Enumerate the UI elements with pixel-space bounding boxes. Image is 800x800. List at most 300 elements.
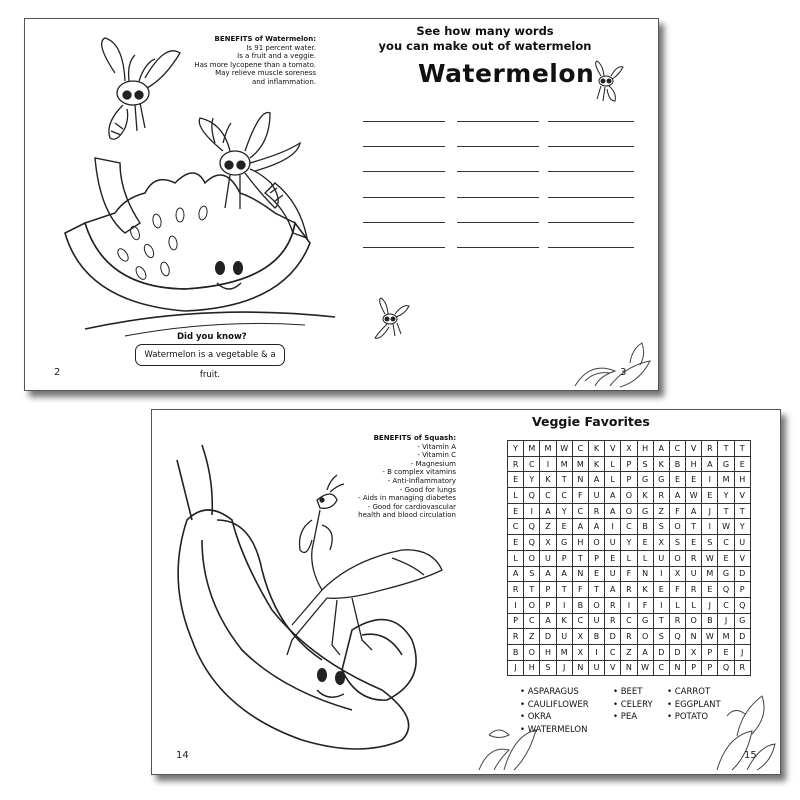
- grid-cell[interactable]: A: [605, 582, 621, 598]
- word-challenge-heading: [355, 24, 615, 54]
- watermelon-spread: [24, 18, 659, 391]
- grid-cell[interactable]: E: [508, 472, 524, 488]
- grid-cell[interactable]: C: [718, 597, 734, 613]
- heading-line-1: See how many words: [416, 24, 554, 38]
- grid-cell[interactable]: C: [572, 503, 588, 519]
- heading-line-2: you can make out of watermelon: [378, 39, 592, 53]
- grid-cell[interactable]: P: [540, 597, 556, 613]
- grid-cell[interactable]: A: [686, 503, 702, 519]
- grid-cell[interactable]: Q: [524, 535, 540, 551]
- grid-cell[interactable]: V: [605, 660, 621, 676]
- grid-cell[interactable]: F: [669, 582, 685, 598]
- answer-line[interactable]: [363, 247, 445, 248]
- grid-cell[interactable]: O: [669, 519, 685, 535]
- bee-icon: [365, 294, 415, 344]
- grid-cell[interactable]: R: [653, 488, 669, 504]
- grid-row: [508, 519, 751, 535]
- grid-cell[interactable]: G: [637, 613, 653, 629]
- grid-cell[interactable]: I: [540, 456, 556, 472]
- grid-cell[interactable]: I: [588, 644, 604, 660]
- grid-cell[interactable]: Q: [524, 519, 540, 535]
- answer-line[interactable]: [548, 222, 634, 223]
- grid-cell[interactable]: G: [637, 503, 653, 519]
- grid-cell[interactable]: T: [556, 582, 572, 598]
- answer-line[interactable]: [363, 146, 445, 147]
- grid-cell[interactable]: C: [669, 441, 685, 457]
- grid-cell[interactable]: K: [588, 441, 604, 457]
- grid-cell[interactable]: R: [508, 456, 524, 472]
- grid-cell[interactable]: S: [653, 519, 669, 535]
- answer-line[interactable]: [363, 197, 445, 198]
- grid-cell[interactable]: J: [702, 597, 718, 613]
- grid-cell[interactable]: F: [572, 488, 588, 504]
- page-number-15: 15: [744, 750, 757, 761]
- grid-row: [508, 472, 751, 488]
- grid-row: [508, 582, 751, 598]
- grid-cell[interactable]: G: [718, 566, 734, 582]
- grid-cell[interactable]: Y: [556, 503, 572, 519]
- grid-cell[interactable]: N: [572, 660, 588, 676]
- grid-cell[interactable]: B: [669, 456, 685, 472]
- squash-benefits: [332, 434, 456, 520]
- watermelon-benefits: [175, 35, 316, 87]
- grid-cell[interactable]: E: [556, 519, 572, 535]
- grid-cell[interactable]: Q: [524, 488, 540, 504]
- benefit-line: Is a fruit and a veggie.: [237, 52, 316, 61]
- grid-cell[interactable]: U: [588, 613, 604, 629]
- grid-cell[interactable]: R: [508, 629, 524, 645]
- grid-row: [508, 613, 751, 629]
- grid-cell[interactable]: H: [734, 472, 750, 488]
- grid-cell[interactable]: A: [588, 519, 604, 535]
- grid-cell[interactable]: Q: [669, 629, 685, 645]
- grid-cell[interactable]: I: [621, 597, 637, 613]
- grid-cell[interactable]: W: [686, 488, 702, 504]
- grid-cell[interactable]: A: [508, 566, 524, 582]
- grid-cell[interactable]: B: [572, 597, 588, 613]
- grid-cell[interactable]: T: [686, 519, 702, 535]
- grid-row: [508, 456, 751, 472]
- grid-cell[interactable]: C: [572, 441, 588, 457]
- word-list-col-2: [613, 686, 653, 724]
- grid-cell[interactable]: R: [686, 582, 702, 598]
- grid-cell[interactable]: A: [540, 566, 556, 582]
- grid-cell[interactable]: L: [637, 550, 653, 566]
- grid-cell[interactable]: F: [637, 597, 653, 613]
- grid-cell[interactable]: E: [718, 550, 734, 566]
- grid-cell[interactable]: W: [718, 519, 734, 535]
- grid-cell[interactable]: Z: [540, 519, 556, 535]
- grid-cell[interactable]: L: [605, 472, 621, 488]
- grid-cell[interactable]: E: [686, 535, 702, 551]
- grid-cell[interactable]: X: [572, 629, 588, 645]
- grid-cell[interactable]: G: [556, 535, 572, 551]
- grid-cell[interactable]: A: [540, 613, 556, 629]
- did-you-know-box: [135, 344, 285, 380]
- grid-cell[interactable]: M: [572, 456, 588, 472]
- grid-cell[interactable]: D: [734, 629, 750, 645]
- grid-cell[interactable]: X: [686, 644, 702, 660]
- grid-cell[interactable]: V: [686, 441, 702, 457]
- grid-cell[interactable]: I: [605, 519, 621, 535]
- grid-cell[interactable]: N: [686, 629, 702, 645]
- benefits-title: BENEFITS of Watermelon:: [214, 35, 316, 43]
- grid-cell[interactable]: U: [605, 535, 621, 551]
- grid-cell[interactable]: Z: [524, 629, 540, 645]
- answer-line[interactable]: [363, 222, 445, 223]
- page-number-14: 14: [176, 750, 189, 761]
- grid-cell[interactable]: A: [702, 456, 718, 472]
- grid-cell[interactable]: T: [588, 582, 604, 598]
- grid-cell[interactable]: C: [508, 519, 524, 535]
- grid-cell[interactable]: U: [734, 535, 750, 551]
- grid-cell[interactable]: C: [540, 488, 556, 504]
- grid-cell[interactable]: K: [588, 456, 604, 472]
- grid-cell[interactable]: R: [605, 613, 621, 629]
- grid-cell[interactable]: F: [572, 582, 588, 598]
- word-search-title: Veggie Favorites: [532, 414, 650, 429]
- grid-cell[interactable]: A: [605, 488, 621, 504]
- grid-cell[interactable]: C: [524, 456, 540, 472]
- grid-cell[interactable]: U: [540, 550, 556, 566]
- grid-cell[interactable]: C: [718, 535, 734, 551]
- grid-cell[interactable]: C: [605, 644, 621, 660]
- grid-cell[interactable]: I: [524, 503, 540, 519]
- answer-line[interactable]: [457, 247, 539, 248]
- grid-cell[interactable]: D: [605, 629, 621, 645]
- answer-line[interactable]: [548, 146, 634, 147]
- grid-cell[interactable]: O: [588, 597, 604, 613]
- grid-cell[interactable]: U: [588, 488, 604, 504]
- grid-cell[interactable]: L: [621, 550, 637, 566]
- grid-cell[interactable]: I: [508, 597, 524, 613]
- grid-cell[interactable]: E: [718, 644, 734, 660]
- grid-cell[interactable]: N: [669, 660, 685, 676]
- grid-cell[interactable]: R: [588, 503, 604, 519]
- grid-cell[interactable]: P: [702, 644, 718, 660]
- grid-cell[interactable]: W: [637, 660, 653, 676]
- grid-cell[interactable]: L: [686, 597, 702, 613]
- answer-line[interactable]: [548, 121, 634, 122]
- grid-cell[interactable]: O: [637, 629, 653, 645]
- grid-cell[interactable]: E: [508, 503, 524, 519]
- grid-cell[interactable]: G: [653, 472, 669, 488]
- grid-cell[interactable]: R: [621, 629, 637, 645]
- grid-cell[interactable]: Q: [734, 597, 750, 613]
- grid-cell[interactable]: Y: [621, 535, 637, 551]
- grid-cell[interactable]: T: [734, 503, 750, 519]
- grid-cell[interactable]: P: [540, 582, 556, 598]
- grid-cell[interactable]: O: [588, 535, 604, 551]
- grid-cell[interactable]: H: [637, 441, 653, 457]
- benefit-line: Has more lycopene than a tomato.: [194, 60, 316, 69]
- grid-cell[interactable]: Z: [653, 503, 669, 519]
- grid-cell[interactable]: S: [540, 660, 556, 676]
- grid-cell[interactable]: V: [734, 488, 750, 504]
- answer-line[interactable]: [363, 171, 445, 172]
- answer-line[interactable]: [457, 197, 539, 198]
- grid-row: [508, 441, 751, 457]
- benefit-line: - Anti-Inflammatory: [387, 476, 456, 485]
- answer-line[interactable]: [457, 146, 539, 147]
- did-you-know-text: Watermelon is a vegetable & a fruit.: [144, 350, 276, 380]
- answer-line[interactable]: [548, 171, 634, 172]
- grid-cell[interactable]: I: [653, 566, 669, 582]
- grid-cell[interactable]: E: [686, 472, 702, 488]
- grid-cell[interactable]: F: [669, 503, 685, 519]
- grid-cell[interactable]: M: [540, 441, 556, 457]
- grid-cell[interactable]: M: [702, 566, 718, 582]
- grid-cell[interactable]: X: [669, 566, 685, 582]
- grid-cell[interactable]: J: [508, 660, 524, 676]
- grid-cell[interactable]: P: [686, 660, 702, 676]
- grid-cell[interactable]: T: [653, 613, 669, 629]
- word-item: • BEET: [613, 686, 653, 699]
- grid-cell[interactable]: N: [621, 660, 637, 676]
- grid-cell[interactable]: G: [637, 472, 653, 488]
- grid-cell[interactable]: B: [588, 629, 604, 645]
- grid-cell[interactable]: R: [621, 582, 637, 598]
- grid-cell[interactable]: E: [637, 535, 653, 551]
- big-word-watermelon: Watermelon: [418, 59, 595, 88]
- grid-cell[interactable]: T: [556, 472, 572, 488]
- grid-cell[interactable]: G: [718, 456, 734, 472]
- grid-cell[interactable]: I: [556, 597, 572, 613]
- grid-row: [508, 488, 751, 504]
- benefit-line: - Aids in managing diabetes: [358, 494, 456, 503]
- grid-cell[interactable]: H: [686, 456, 702, 472]
- grid-cell[interactable]: S: [669, 535, 685, 551]
- grid-cell[interactable]: A: [637, 644, 653, 660]
- grid-cell[interactable]: H: [524, 660, 540, 676]
- grid-row: [508, 597, 751, 613]
- grid-cell[interactable]: P: [621, 472, 637, 488]
- grid-cell[interactable]: Y: [508, 441, 524, 457]
- grid-cell[interactable]: M: [524, 441, 540, 457]
- answer-line[interactable]: [457, 121, 539, 122]
- grid-cell[interactable]: L: [669, 597, 685, 613]
- grid-cell[interactable]: S: [524, 566, 540, 582]
- grid-cell[interactable]: X: [572, 644, 588, 660]
- grid-cell[interactable]: R: [702, 441, 718, 457]
- word-item: • EGGPLANT: [667, 699, 721, 712]
- grid-cell[interactable]: M: [556, 644, 572, 660]
- grid-cell[interactable]: R: [686, 550, 702, 566]
- grid-cell[interactable]: P: [621, 456, 637, 472]
- grid-cell[interactable]: P: [702, 660, 718, 676]
- grid-cell[interactable]: D: [653, 644, 669, 660]
- grid-cell[interactable]: J: [702, 503, 718, 519]
- grid-cell[interactable]: M: [718, 472, 734, 488]
- grid-cell[interactable]: N: [572, 566, 588, 582]
- plant-decoration-icon: [707, 686, 777, 772]
- grid-cell[interactable]: P: [556, 550, 572, 566]
- answer-line[interactable]: [363, 121, 445, 122]
- grid-cell[interactable]: K: [637, 582, 653, 598]
- benefit-line: - Magnesium: [410, 459, 456, 468]
- grid-cell[interactable]: K: [556, 613, 572, 629]
- grid-cell[interactable]: T: [718, 503, 734, 519]
- grid-row: [508, 660, 751, 676]
- grid-cell[interactable]: U: [556, 629, 572, 645]
- grid-cell[interactable]: C: [653, 660, 669, 676]
- grid-cell[interactable]: M: [718, 629, 734, 645]
- grid-cell[interactable]: A: [540, 503, 556, 519]
- grid-cell[interactable]: P: [508, 613, 524, 629]
- grid-cell[interactable]: B: [702, 613, 718, 629]
- grid-row: [508, 566, 751, 582]
- grid-cell[interactable]: Z: [621, 644, 637, 660]
- grid-cell[interactable]: W: [556, 441, 572, 457]
- grid-cell[interactable]: O: [524, 644, 540, 660]
- grid-cell[interactable]: S: [702, 535, 718, 551]
- word-item: • CAULIFLOWER: [520, 699, 589, 712]
- grid-cell[interactable]: I: [702, 519, 718, 535]
- benefit-line: May relieve muscle soreness: [215, 69, 316, 78]
- grid-row: [508, 644, 751, 660]
- grid-cell[interactable]: A: [669, 488, 685, 504]
- grid-row: [508, 503, 751, 519]
- grid-cell[interactable]: H: [540, 644, 556, 660]
- grid-cell[interactable]: L: [605, 456, 621, 472]
- squash-spread: [151, 409, 781, 775]
- grid-cell[interactable]: C: [524, 613, 540, 629]
- grid-cell[interactable]: F: [621, 566, 637, 582]
- grid-cell[interactable]: E: [588, 566, 604, 582]
- grid-cell[interactable]: X: [540, 535, 556, 551]
- grid-cell[interactable]: T: [572, 550, 588, 566]
- benefit-line: Is 91 percent water.: [246, 43, 316, 52]
- benefit-line: - B complex vitamins: [382, 468, 456, 477]
- grid-cell[interactable]: H: [572, 535, 588, 551]
- grid-cell[interactable]: I: [653, 597, 669, 613]
- word-item: • WATERMELON: [520, 724, 589, 737]
- answer-line[interactable]: [457, 222, 539, 223]
- grid-cell[interactable]: N: [637, 566, 653, 582]
- grid-cell[interactable]: D: [669, 644, 685, 660]
- grid-cell[interactable]: E: [702, 582, 718, 598]
- word-item: • ASPARAGUS: [520, 686, 589, 699]
- grid-cell[interactable]: Y: [718, 488, 734, 504]
- grid-cell[interactable]: U: [605, 566, 621, 582]
- grid-cell[interactable]: P: [734, 582, 750, 598]
- grid-row: [508, 535, 751, 551]
- grid-cell[interactable]: T: [734, 441, 750, 457]
- grid-cell[interactable]: A: [653, 441, 669, 457]
- grid-cell[interactable]: R: [669, 613, 685, 629]
- grid-cell[interactable]: R: [734, 660, 750, 676]
- grid-cell[interactable]: C: [621, 613, 637, 629]
- grid-cell[interactable]: U: [588, 660, 604, 676]
- grid-cell[interactable]: E: [669, 472, 685, 488]
- grid-cell[interactable]: O: [524, 597, 540, 613]
- grid-cell[interactable]: M: [556, 456, 572, 472]
- grid-cell[interactable]: E: [605, 550, 621, 566]
- did-you-know-title: Did you know?: [173, 332, 251, 342]
- grid-cell[interactable]: J: [734, 644, 750, 660]
- word-item: • OKRA: [520, 711, 589, 724]
- grid-cell[interactable]: K: [540, 472, 556, 488]
- word-search-grid: [507, 440, 751, 676]
- grid-cell[interactable]: L: [508, 550, 524, 566]
- grid-cell[interactable]: O: [621, 503, 637, 519]
- answer-line[interactable]: [457, 171, 539, 172]
- answer-line[interactable]: [548, 247, 634, 248]
- grid-cell[interactable]: C: [556, 488, 572, 504]
- grid-cell[interactable]: R: [605, 597, 621, 613]
- grid-cell[interactable]: K: [637, 488, 653, 504]
- grid-cell[interactable]: C: [572, 613, 588, 629]
- grid-cell[interactable]: J: [556, 660, 572, 676]
- grid-cell[interactable]: B: [508, 644, 524, 660]
- grid-cell[interactable]: S: [653, 629, 669, 645]
- grid-row: [508, 550, 751, 566]
- grid-cell[interactable]: Y: [734, 519, 750, 535]
- grid-cell[interactable]: J: [718, 613, 734, 629]
- grid-cell[interactable]: S: [637, 456, 653, 472]
- grid-cell[interactable]: W: [702, 629, 718, 645]
- grid-cell[interactable]: I: [702, 472, 718, 488]
- grid-cell[interactable]: A: [556, 566, 572, 582]
- grid-cell[interactable]: D: [540, 629, 556, 645]
- grid-cell[interactable]: X: [621, 441, 637, 457]
- grid-cell[interactable]: O: [686, 613, 702, 629]
- grid-cell[interactable]: N: [572, 472, 588, 488]
- grid-cell[interactable]: A: [572, 519, 588, 535]
- grid-cell[interactable]: T: [718, 441, 734, 457]
- grid-cell[interactable]: U: [686, 566, 702, 582]
- benefit-line: - Vitamin A: [417, 442, 456, 451]
- benefit-line: - Good for lungs: [399, 485, 456, 494]
- answer-line[interactable]: [548, 197, 634, 198]
- grid-cell[interactable]: V: [605, 441, 621, 457]
- grid-cell[interactable]: O: [524, 550, 540, 566]
- grid-cell[interactable]: Y: [524, 472, 540, 488]
- grid-cell[interactable]: E: [734, 456, 750, 472]
- benefit-line: - Vitamin C: [417, 451, 456, 460]
- grid-cell[interactable]: B: [637, 519, 653, 535]
- grid-cell[interactable]: O: [669, 550, 685, 566]
- grid-cell[interactable]: Q: [718, 660, 734, 676]
- word-item: • CARROT: [667, 686, 721, 699]
- grid-cell[interactable]: E: [653, 582, 669, 598]
- grid-cell[interactable]: D: [734, 566, 750, 582]
- grid-cell[interactable]: L: [508, 488, 524, 504]
- grid-cell[interactable]: T: [524, 582, 540, 598]
- grid-cell[interactable]: K: [653, 456, 669, 472]
- grid-cell[interactable]: A: [605, 503, 621, 519]
- grid-cell[interactable]: X: [653, 535, 669, 551]
- grid-cell[interactable]: O: [621, 488, 637, 504]
- grid-cell[interactable]: E: [508, 535, 524, 551]
- grid-cell[interactable]: A: [588, 472, 604, 488]
- grid-cell[interactable]: U: [653, 550, 669, 566]
- bee-icon: [581, 59, 631, 109]
- page-number-2: 2: [54, 367, 61, 378]
- grid-cell[interactable]: W: [702, 550, 718, 566]
- plant-decoration-icon: [474, 715, 544, 773]
- grid-row: [508, 629, 751, 645]
- grid-cell[interactable]: C: [621, 519, 637, 535]
- grid-cell[interactable]: G: [734, 613, 750, 629]
- word-item: • CELERY: [613, 699, 653, 712]
- grid-cell[interactable]: P: [588, 550, 604, 566]
- grid-cell[interactable]: R: [508, 582, 524, 598]
- grid-cell[interactable]: Q: [718, 582, 734, 598]
- grid-cell[interactable]: E: [702, 488, 718, 504]
- grid-cell[interactable]: V: [734, 550, 750, 566]
- benefit-line: and inflammation.: [251, 77, 316, 86]
